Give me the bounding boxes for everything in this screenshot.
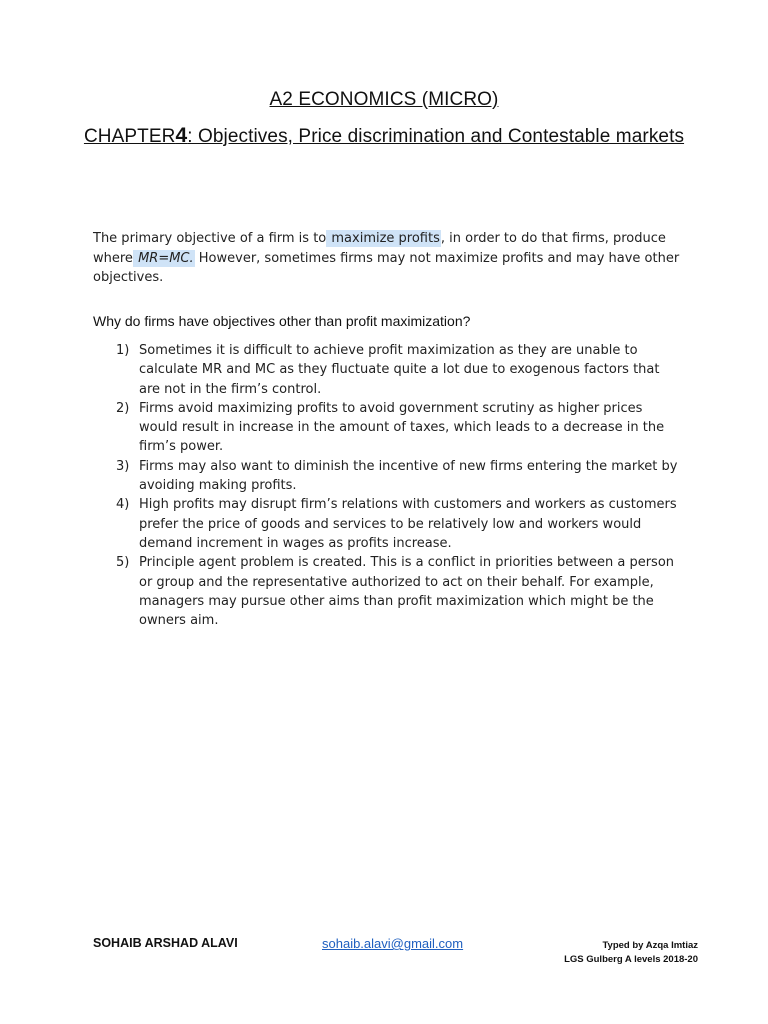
- footer-typed-by: Typed by Azqa Imtiaz: [602, 940, 698, 951]
- intro-text-1: The primary objective of a firm is to: [93, 231, 327, 246]
- list-item-text: Principle agent problem is created. This is a conflict in priorities between a person or group and the representative authorized to act on their behalf. For example, managers may pursue other aims than profit maximization which might be the owners aim.: [139, 555, 675, 629]
- list-item-number: 2): [116, 400, 130, 416]
- footer-email-link[interactable]: sohaib.alavi@gmail.com: [322, 936, 464, 951]
- intro-text-2: , in order to do that firms, produce where: [93, 231, 666, 266]
- list-item-text: Sometimes it is difficult to achieve profit maximization as they are unable to calculate MR and MC as they fluctuate quite a lot due to exogenous factors that are not in the firm’s control.: [139, 343, 660, 397]
- chapter-heading: [0, 124, 768, 148]
- intro-paragraph: [93, 229, 683, 288]
- reasons-list: [93, 341, 683, 630]
- footer-school: LGS Gulberg A levels 2018-20: [564, 954, 698, 965]
- list-item: [93, 399, 683, 457]
- list-item-text: Firms avoid maximizing profits to avoid government scrutiny as higher prices would result in increase in the amount of taxes, which leads to a decrease in the firm’s power.: [139, 400, 665, 455]
- list-item-text: High profits may disrupt firm’s relations with customers and workers as customers prefer the price of goods and services to be relatively low and workers would demand increment in wages as profits increase.: [139, 497, 677, 551]
- page-title: A2 ECONOMICS (MICRO): [269, 89, 499, 110]
- highlight-mr-mc: MR=MC.: [133, 250, 194, 266]
- section-question: Why do firms have objectives other than profit maximization?: [93, 313, 471, 329]
- chapter-title: : Objectives, Price discrimination and Contestable markets: [187, 126, 685, 147]
- list-item-number: 1): [116, 343, 130, 358]
- footer-author: SOHAIB ARSHAD ALAVI: [93, 936, 238, 950]
- list-item: [93, 457, 683, 496]
- list-item: [93, 341, 683, 399]
- list-item: [93, 553, 683, 630]
- footer-credits: [564, 939, 698, 967]
- list-item-number: 5): [116, 555, 130, 571]
- chapter-number: 4: [175, 124, 188, 147]
- chapter-prefix: CHAPTER: [83, 126, 176, 147]
- list-item-number: 3): [116, 458, 130, 474]
- list-item: [93, 495, 683, 553]
- list-item-text: Firms may also want to diminish the incentive of new firms entering the market by avoiding making profits.: [139, 458, 678, 494]
- intro-text-3: However, sometimes firms may not maximize profits and may have other objectives.: [93, 250, 680, 285]
- list-item-number: 4): [116, 497, 130, 513]
- highlight-maximize-profits: maximize profits: [327, 231, 440, 246]
